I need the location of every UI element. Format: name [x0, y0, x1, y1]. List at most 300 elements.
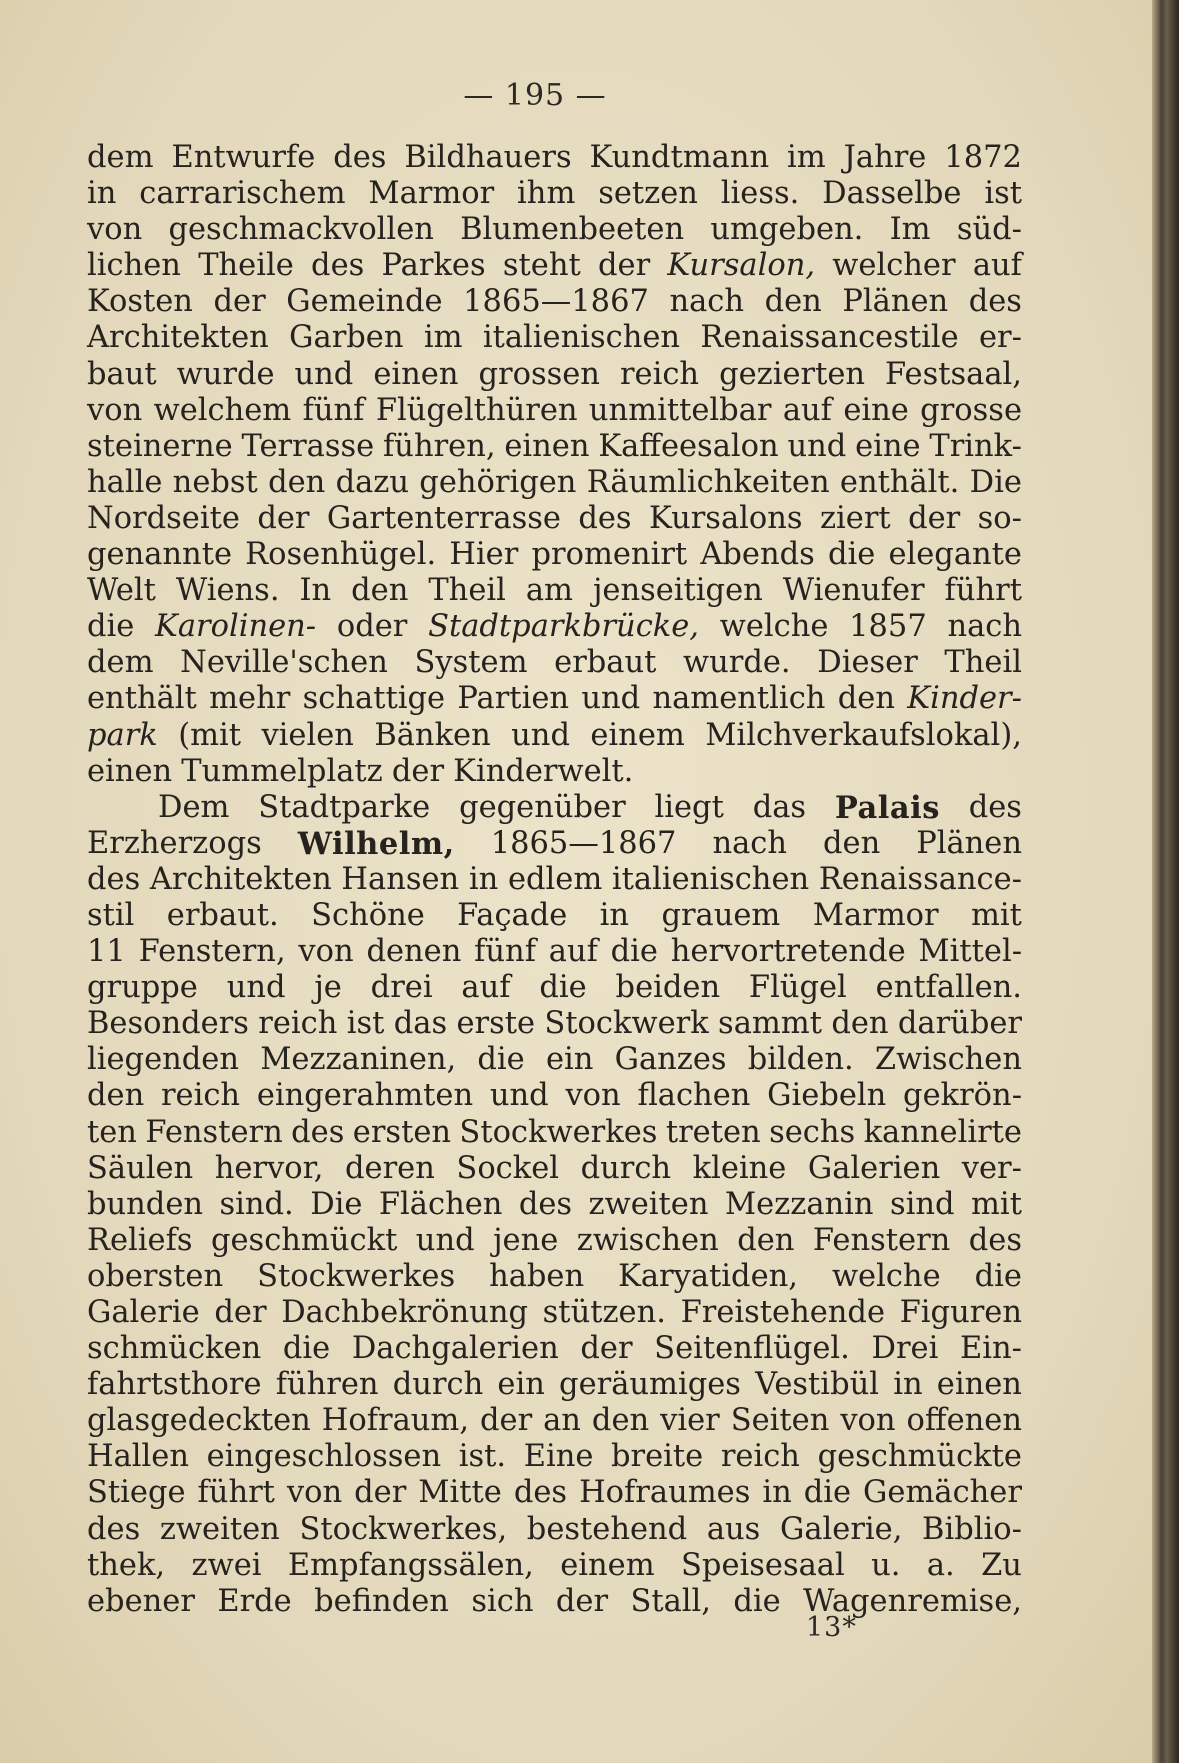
word: Hofraumes — [579, 1475, 751, 1511]
word: der — [391, 753, 445, 789]
word: dem — [87, 140, 154, 175]
word: nach — [947, 609, 1022, 645]
text-line — [87, 898, 1022, 934]
word: italienischen — [482, 320, 681, 356]
word: geschmückt — [210, 1222, 398, 1258]
word: ten — [87, 1114, 137, 1150]
text-line — [87, 320, 1022, 356]
text-line — [87, 1439, 1022, 1475]
word: Stockwerkes — [257, 1258, 456, 1294]
word: park — [87, 717, 158, 753]
word: promenirt — [531, 537, 688, 573]
word: liegt — [654, 789, 724, 825]
word: drei — [370, 970, 433, 1006]
word: Hallen — [87, 1439, 189, 1475]
word: Stockwerk — [544, 1006, 709, 1042]
word: reich — [619, 356, 700, 392]
word: Vestibül — [755, 1367, 879, 1403]
word: von — [565, 1078, 621, 1114]
word: führt — [197, 1475, 275, 1511]
word: in — [87, 176, 117, 212]
word: Jahre — [843, 140, 927, 175]
word: eine — [855, 428, 921, 464]
word: die — [974, 1258, 1022, 1294]
word: Fenstern — [812, 1222, 951, 1258]
word: den — [351, 573, 409, 609]
word: wurde. — [683, 645, 791, 681]
text-line — [87, 1584, 1022, 1620]
word: breite — [611, 1439, 704, 1475]
text-line — [87, 1367, 1022, 1403]
word: einem — [560, 1547, 655, 1583]
word: Wienufer — [782, 573, 925, 609]
word: u. — [871, 1547, 901, 1583]
text-line — [87, 862, 1022, 898]
word: der — [213, 284, 266, 320]
word: und — [489, 1078, 549, 1114]
word: Stiege — [87, 1475, 186, 1511]
word: der — [908, 500, 961, 536]
word: des — [578, 500, 632, 536]
word: mehr — [209, 681, 291, 717]
word: ihm — [517, 176, 576, 212]
word: der — [598, 248, 651, 284]
word: die — [539, 970, 587, 1006]
word: führt — [944, 573, 1022, 609]
word: Theil — [428, 573, 506, 609]
word: Zu — [981, 1547, 1022, 1583]
word: auf — [782, 392, 832, 428]
word: In — [299, 573, 332, 609]
text-line — [87, 1295, 1022, 1331]
word: den — [268, 464, 326, 500]
word: Milchverkaufslokal), — [705, 717, 1022, 753]
word: Parkes — [381, 248, 486, 284]
word: elegante — [888, 537, 1022, 573]
word: liess. — [720, 176, 800, 212]
word: die — [477, 1042, 525, 1078]
word: Fenstern — [145, 1114, 283, 1150]
word: Biblio- — [922, 1511, 1022, 1547]
word: Dem — [158, 789, 230, 825]
word: zweiten — [159, 1511, 280, 1547]
word: und — [787, 428, 847, 464]
word: entfallen. — [875, 970, 1022, 1006]
word: Kundtmann — [589, 140, 770, 175]
word: Kaffeesalon — [598, 428, 779, 464]
word: die — [733, 1583, 781, 1619]
word: geräumiges — [559, 1367, 741, 1403]
word: fünf — [302, 392, 365, 428]
word: Erzherzogs — [87, 825, 262, 861]
text-line — [87, 718, 1022, 754]
word: Rosenhügel. — [245, 537, 437, 573]
word: carrarischem — [139, 176, 346, 212]
word: des — [513, 1475, 568, 1511]
word: sich — [471, 1583, 534, 1619]
text-line — [87, 934, 1022, 970]
word: des — [333, 140, 387, 175]
word: der — [257, 500, 310, 536]
word: obersten — [87, 1258, 224, 1294]
word: schmücken — [87, 1331, 262, 1367]
word: in — [762, 1475, 792, 1511]
word: einen — [936, 1367, 1022, 1403]
word: Schöne — [311, 897, 425, 933]
text-line — [87, 537, 1022, 573]
word: italienischen — [611, 861, 810, 897]
word: gekrön- — [903, 1078, 1022, 1114]
word: von — [840, 1403, 896, 1439]
word: setzen — [598, 176, 698, 212]
word: edlem — [507, 861, 603, 897]
word: Dachbekrönung — [281, 1295, 529, 1330]
text-line — [87, 140, 1022, 176]
text-line — [87, 1078, 1022, 1114]
word: des — [968, 789, 1022, 825]
word: unmittelbar — [588, 392, 772, 428]
word: 11 — [87, 934, 126, 970]
text-line — [87, 1512, 1022, 1548]
word: ebener — [87, 1583, 195, 1619]
word: Mezzanin — [724, 1186, 874, 1222]
word: und — [415, 1222, 475, 1258]
text-line — [87, 176, 1022, 212]
text-line — [87, 1223, 1022, 1259]
word: welche — [831, 1258, 941, 1294]
word: Dieser — [817, 645, 918, 681]
word: Galerie, — [779, 1511, 903, 1547]
word: beiden — [615, 970, 721, 1006]
word: und — [511, 717, 570, 753]
word: glasgedeckten — [87, 1403, 311, 1439]
word: flachen — [637, 1078, 751, 1114]
word: Sockel — [456, 1150, 560, 1186]
word: bunden — [87, 1186, 204, 1222]
word: Bildhauers — [404, 140, 572, 175]
word: lichen — [87, 248, 181, 284]
word: im — [787, 140, 826, 175]
word: Stockwerkes, — [299, 1511, 508, 1547]
word: kleine — [692, 1150, 787, 1186]
word: deren — [345, 1150, 435, 1186]
word: eingeschlossen — [206, 1439, 442, 1475]
word: oder — [336, 609, 408, 645]
word: die — [87, 609, 135, 645]
word: Mezzaninen, — [260, 1042, 457, 1078]
word: welche — [719, 609, 829, 645]
word: erbaut. — [166, 897, 279, 933]
word: gruppe — [87, 970, 198, 1006]
text-line — [87, 790, 1022, 826]
word: befinden — [314, 1583, 449, 1619]
word: Dasselbe — [822, 176, 962, 212]
word: Terrasse — [241, 428, 375, 464]
word: Blumenbeeten — [460, 212, 685, 248]
word: der — [354, 1475, 407, 1511]
signature-mark: 13* — [806, 1612, 857, 1643]
word: des — [968, 284, 1022, 320]
word: Säulen — [87, 1150, 194, 1186]
word: Figuren — [899, 1295, 1022, 1330]
word: zweiten — [588, 1186, 709, 1222]
word: sechs — [769, 1114, 856, 1150]
word: Galerie — [87, 1295, 200, 1330]
word: auf — [972, 248, 1022, 284]
word: Ein- — [959, 1331, 1022, 1367]
word: und — [294, 356, 354, 392]
word: mit — [971, 1186, 1022, 1222]
word: Gemächer — [863, 1475, 1022, 1511]
word: des — [518, 1186, 573, 1222]
word: Trink- — [929, 428, 1022, 464]
word: Marmor — [368, 176, 495, 212]
word: ist — [346, 1006, 385, 1042]
word: Räumlichkeiten — [586, 464, 830, 500]
text-line — [87, 212, 1022, 248]
word: Kosten — [87, 284, 193, 320]
word: des — [968, 1222, 1022, 1258]
word: Nordseite — [87, 500, 240, 536]
word: 1865—1867 — [463, 284, 649, 320]
word: Erde — [217, 1583, 292, 1619]
word: den — [823, 825, 881, 861]
word: von — [87, 212, 143, 248]
word: den — [591, 1403, 650, 1439]
word: 1865—1867 — [490, 825, 677, 861]
word: Stadtparkbrücke, — [428, 609, 700, 645]
word: das — [393, 1006, 448, 1042]
word: kannelirte — [863, 1114, 1022, 1150]
word: welcher — [832, 248, 956, 284]
word: den — [831, 1006, 889, 1042]
text-line — [87, 501, 1022, 537]
word: bestehend — [526, 1511, 688, 1547]
word: 1872 — [944, 140, 1022, 175]
word: reich — [160, 1078, 241, 1114]
word: so- — [977, 500, 1022, 536]
word: Hofraum, — [321, 1403, 470, 1439]
word: Entwurfe — [171, 140, 316, 175]
word: auf — [461, 970, 511, 1006]
word: Besonders — [87, 1006, 249, 1042]
word: durch — [392, 1367, 484, 1403]
word: ist. — [458, 1439, 507, 1475]
word: enthält — [87, 681, 197, 717]
text-line — [87, 429, 1022, 465]
word: halle — [87, 464, 163, 500]
word: Renaissance- — [818, 861, 1022, 897]
word: des — [87, 861, 141, 897]
word: Bänken — [374, 717, 491, 753]
word: Ganzes — [614, 1042, 727, 1078]
word: von — [87, 392, 143, 428]
word: reich — [258, 1006, 338, 1042]
word: Wagenremise, — [803, 1583, 1022, 1619]
word: 1857 — [849, 609, 927, 645]
text-line — [87, 1475, 1022, 1511]
text-line — [87, 754, 1022, 790]
word: von — [298, 934, 354, 970]
text-line — [87, 393, 1022, 429]
word: auf — [548, 934, 598, 970]
text-line — [87, 1548, 1022, 1584]
word: Neville'schen — [180, 645, 388, 681]
text-line — [87, 357, 1022, 393]
word: Garben — [289, 320, 404, 356]
text-line — [87, 1006, 1022, 1042]
word: Kinder- — [907, 681, 1022, 717]
word: Palais — [834, 789, 940, 826]
book-spine-edge — [1152, 0, 1179, 1763]
word: durch — [580, 1150, 672, 1186]
word: Kursalons — [648, 500, 803, 536]
word: Partien — [457, 681, 570, 717]
word: Stadtparke — [258, 789, 431, 825]
word: Dachgalerien — [351, 1331, 559, 1367]
word: wurde — [176, 356, 275, 392]
word: eingerahmten — [256, 1078, 474, 1114]
word: jenseitigen — [592, 573, 763, 609]
word: Eine — [523, 1439, 594, 1475]
text-line — [87, 970, 1022, 1006]
word: thek, — [87, 1547, 166, 1583]
word: bilden. — [747, 1042, 854, 1078]
word: Giebeln — [767, 1078, 887, 1114]
word: Architekten — [87, 320, 269, 356]
word: des — [311, 248, 365, 284]
word: ein — [497, 1367, 545, 1403]
word: einen — [87, 753, 173, 789]
word: Karolinen- — [155, 609, 317, 645]
text-line — [87, 1259, 1022, 1295]
word: Festsaal, — [885, 356, 1022, 392]
word: die — [803, 1475, 852, 1511]
text-line — [87, 1403, 1022, 1439]
word: welchem — [153, 392, 292, 428]
word: Drei — [871, 1331, 939, 1367]
word: der — [480, 1403, 533, 1439]
word: treten — [665, 1114, 761, 1150]
word: Freistehende — [680, 1295, 885, 1330]
word: Wilhelm, — [297, 825, 455, 862]
word: vier — [660, 1403, 720, 1439]
word: gezierten — [719, 356, 866, 392]
word: stil — [87, 897, 135, 933]
word: Theile — [198, 248, 294, 284]
word: und — [581, 681, 641, 717]
word: Theil — [944, 645, 1022, 681]
text-line — [87, 1151, 1022, 1187]
word: in — [893, 1367, 923, 1403]
word: Stockwerkes — [459, 1114, 658, 1150]
word: genannte — [87, 537, 232, 573]
word: hervor, — [214, 1150, 324, 1186]
word: den — [837, 681, 895, 717]
text-line — [87, 826, 1022, 862]
word: die — [827, 537, 876, 573]
word: enthält. — [839, 464, 960, 500]
word: Tummelplatz — [181, 753, 383, 789]
word: Speisesaal — [681, 1547, 845, 1583]
word: Mittel- — [918, 934, 1022, 970]
word: sind — [890, 1186, 955, 1222]
word: führen, — [383, 428, 496, 464]
text-line — [87, 1187, 1022, 1223]
word: steht — [502, 248, 581, 284]
word: geschmackvollen — [168, 212, 434, 248]
word: den — [764, 284, 822, 320]
word: geschmückte — [817, 1439, 1022, 1475]
word: ist — [984, 176, 1022, 212]
word: denen — [366, 934, 462, 970]
word: Architekten — [149, 861, 332, 897]
word: Gartenterrasse — [326, 500, 561, 536]
word: stützen. — [542, 1295, 666, 1330]
word: nach — [669, 284, 745, 320]
word: namentlich — [652, 681, 826, 717]
word: dazu — [335, 464, 410, 500]
word: in — [599, 897, 630, 933]
word: Gemeinde — [286, 284, 443, 320]
word: gehörigen — [419, 464, 577, 500]
word: a. — [926, 1547, 955, 1583]
text-line — [87, 248, 1022, 284]
word: fünf — [474, 934, 536, 970]
word: dem — [87, 645, 154, 681]
word: das — [752, 789, 807, 825]
word: reich — [720, 1439, 800, 1475]
word: nach — [712, 825, 788, 861]
text-line — [87, 1042, 1022, 1078]
word: nebst — [172, 464, 258, 500]
text-line — [87, 609, 1022, 645]
word: Hansen — [341, 861, 460, 897]
word: und — [226, 970, 286, 1006]
word: ziert — [819, 500, 891, 536]
word: offenen — [906, 1403, 1022, 1439]
word: Seitenflügel. — [654, 1331, 850, 1367]
word: Marmor — [812, 897, 939, 933]
word: den — [87, 1078, 145, 1114]
word: ein — [545, 1042, 594, 1078]
word: einen — [504, 428, 590, 464]
word: an — [543, 1403, 581, 1439]
word: der — [214, 1295, 267, 1330]
word: Flügel — [748, 970, 847, 1006]
word: Hier — [449, 537, 519, 573]
word: haben — [489, 1258, 585, 1294]
word: ver- — [961, 1150, 1022, 1186]
word: erste — [456, 1006, 536, 1042]
text-line — [87, 645, 1022, 681]
word: einen — [373, 356, 459, 392]
text-line — [87, 1331, 1022, 1367]
word: von — [286, 1475, 343, 1511]
word: führen — [275, 1367, 379, 1403]
word: je — [314, 970, 342, 1006]
word: grauem — [661, 897, 781, 933]
word: baut — [87, 356, 157, 392]
word: Wiens. — [175, 573, 280, 609]
word: Die — [310, 1186, 363, 1222]
word: Welt — [87, 573, 156, 609]
word: in — [468, 861, 499, 897]
word: Façade — [457, 897, 568, 933]
word: Zwischen — [874, 1042, 1022, 1078]
word: die — [610, 934, 658, 970]
word: fahrtsthore — [87, 1367, 262, 1403]
